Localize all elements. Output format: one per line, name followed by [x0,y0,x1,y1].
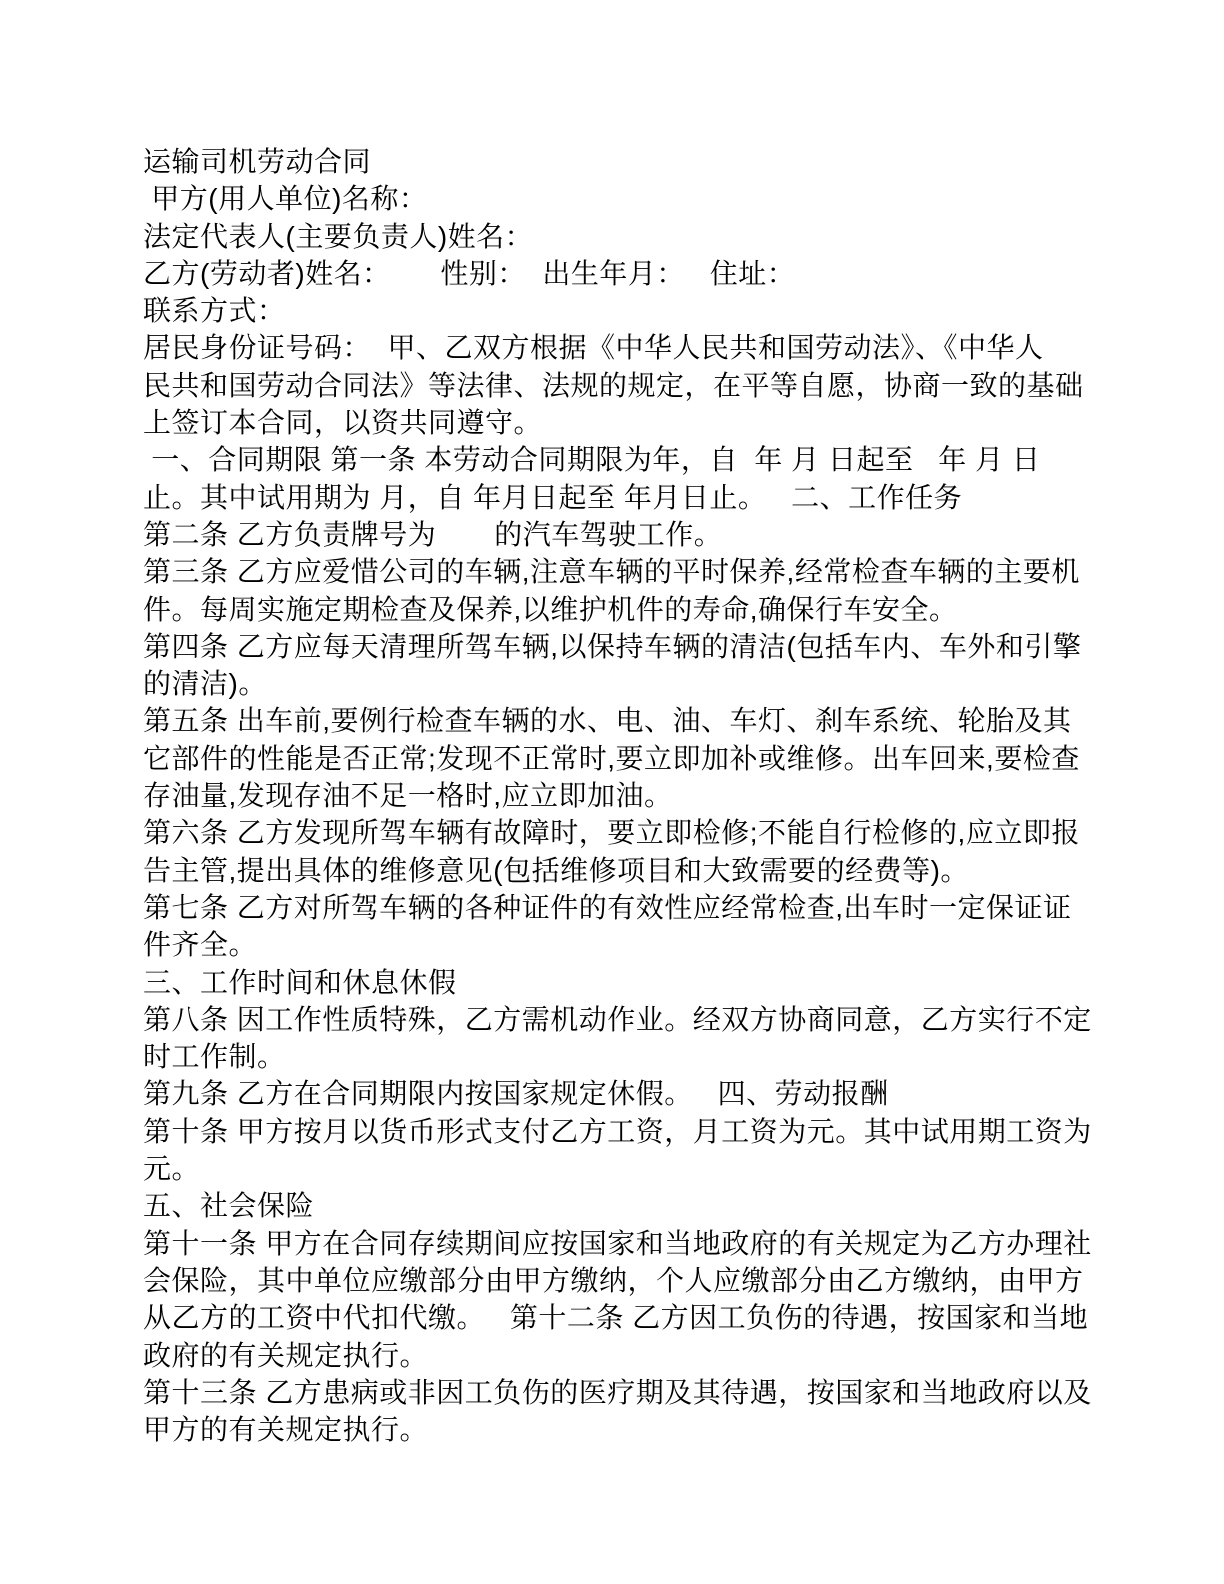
section-5-heading: 五、社会保险 [143,1190,315,1222]
section-3-heading: 三、工作时间和休息休假 [143,966,457,998]
party-b-info-line: 乙方(劳动者)姓名： 性别： 出生年月： 住址： [143,257,796,289]
article-10-line: 第十条 甲方按月以货币形式支付乙方工资，月工资为元。其中试用期工资为 [143,1115,1092,1147]
document-title: 运输司机劳动合同 [143,146,372,177]
article-11-line: 会保险，其中单位应缴部分由甲方缴纳，个人应缴部分由乙方缴纳，由甲方 [143,1264,1084,1296]
preamble-line: 上签订本合同，以资共同遵守。 [143,407,543,439]
legal-representative-line: 法定代表人(主要负责人)姓名： [143,220,534,252]
article-13-line: 甲方的有关规定执行。 [143,1414,429,1446]
section-2-tasks-heading-line: 止。其中试用期为 月，自 年月日起至 年月日止。 二、工作任务 [143,481,963,513]
contact-info-line: 联系方式： [143,295,286,327]
article-2-line: 第二条 乙方负责牌号为 的汽车驾驶工作。 [143,518,723,550]
article-13-line: 第十三条 乙方患病或非因工负伤的医疗期及其待遇，按国家和当地政府以及 [143,1376,1092,1408]
section-1-term-line: 一、合同期限 第一条 本劳动合同期限为年，自 年 月 日起至 年 月 日 [143,444,1041,476]
article-5-line: 存油量,发现存油不足一格时,应立即加油。 [143,780,673,812]
article-10-line: 元。 [143,1153,201,1185]
article-4-line: 第四条 乙方应每天清理所驾车辆,以保持车辆的清洁(包括车内、车外和引擎 [143,630,1082,662]
article-12-line: 政府的有关规定执行。 [143,1339,429,1371]
article-5-line: 第五条 出车前,要例行检查车辆的水、电、油、车灯、刹车系统、轮胎及其 [143,705,1072,737]
article-7-line: 件齐全。 [143,929,258,961]
article-8-line: 第八条 因工作性质特殊，乙方需机动作业。经双方协商同意，乙方实行不定 [143,1003,1092,1035]
article-7-line: 第七条 乙方对所驾车辆的各种证件的有效性应经常检查,出车时一定保证证 [143,891,1072,923]
id-number-preamble-line: 居民身份证号码： 甲、乙双方根据《中华人民共和国劳动法》、《中华人 [143,332,1044,364]
contract-document-page [143,143,1153,1448]
article-4-line: 的清洁)。 [143,668,267,700]
article-6-line: 第六条 乙方发现所驾车辆有故障时，要立即检修;不能自行检修的,应立即报 [143,817,1080,849]
article-11-line: 第十一条 甲方在合同存续期间应按国家和当地政府的有关规定为乙方办理社 [143,1227,1092,1259]
article-3-line: 第三条 乙方应爱惜公司的车辆,注意车辆的平时保养,经常检查车辆的主要机 [143,556,1080,588]
article-5-line: 它部件的性能是否正常;发现不正常时,要立即加补或维修。出车回来,要检查 [143,742,1080,774]
party-a-name-line: 甲方(用人单位)名称： [143,183,428,215]
article-9-section-4-line: 第九条 乙方在合同期限内按国家规定休假。 四、劳动报酬 [143,1078,889,1110]
article-12-line: 从乙方的工资中代扣代缴。 第十二条 乙方因工负伤的待遇，按国家和当地 [143,1302,1089,1334]
article-8-line: 时工作制。 [143,1041,286,1073]
preamble-line: 民共和国劳动合同法》等法律、法规的规定，在平等自愿，协商一致的基础 [143,369,1084,401]
article-3-line: 件。每周实施定期检查及保养,以维护机件的寿命,确保行车安全。 [143,593,958,625]
article-6-line: 告主管,提出具体的维修意见(包括维修项目和大致需要的经费等)。 [143,854,969,886]
